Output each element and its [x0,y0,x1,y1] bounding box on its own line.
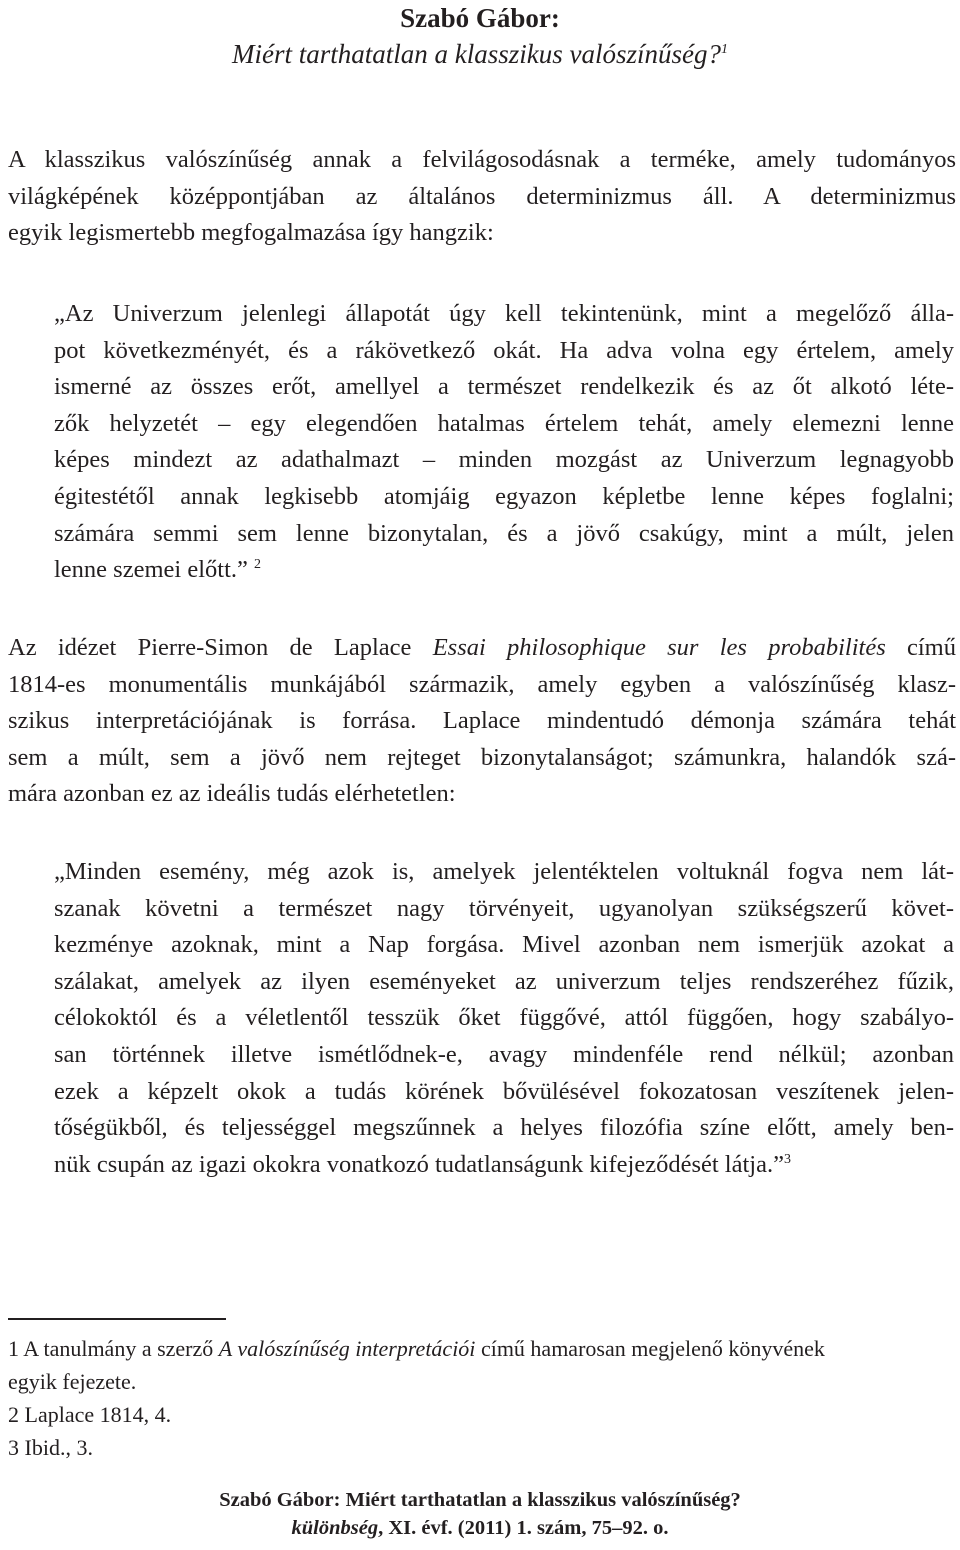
footnote-3: 3 Ibid., 3. [8,1435,93,1460]
quote-line: pot következményét, és a rákövetkező okát. Ha adva volna egy értelem, amely [54,336,954,364]
quote-line: zők helyzetét – egy elegendően hatalmas értelem tehát, amely elemezni lenne [54,409,954,437]
quote-line-text: lenne szemei előtt.” [54,556,248,584]
footnote-2: 2 Laplace 1814, 4. [8,1402,172,1427]
paragraph-line: sem a múlt, sem a jövő nem rejteget bizonytalanságot; számunkra, halandók szá- [8,743,956,771]
quote-line: kezménye azoknak, mint a Nap forgása. Mivel azonban nem ismerjük azokat a [54,931,954,959]
quote-line: tőségükből, és teljességgel megszűnnek a helyes filozófia színe előtt, amely ben- [54,1114,954,1142]
article-title [0,36,960,72]
title-block [0,0,960,72]
quote-line-text: nük csupán az igazi okokra vonatkozó tudatlanságunk kifejeződését látja.” [54,1150,784,1178]
block-quote-laplace-2 [54,854,954,1183]
citation-line-1: Szabó Gábor: Miért tarthatatlan a klasszikus valószínűség? [219,1489,741,1511]
citation-details: , XI. évf. (2011) 1. szám, 75–92. o. [378,1517,669,1539]
footnote-ref-2: 2 [254,557,261,572]
quote-line: számára semmi sem lenne bizonytalan, és a jövő csakúgy, mint a múlt, jelen [54,519,954,547]
paragraph-line: szikus interpretációjának is forrása. Laplace mindentudó démonja számára tehát [8,707,956,735]
paragraph-intro [8,142,956,252]
footnote-1 [8,1332,956,1365]
paragraph-line: A klasszikus valószínűség annak a felvilágosodásnak a terméke, amely tudományos [8,146,956,173]
footnote-separator [8,1318,226,1320]
quote-line: képes mindezt az adathalmazt – minden mozgást az Univerzum legnagyobb [54,446,954,474]
journal-name: különbség [291,1517,379,1539]
article-title-text: Miért tarthatatlan a klasszikus valószínűség? [232,39,721,69]
article-author: Szabó Gábor: [400,3,560,33]
quote-line: san történnek illetve ismétlődnek-e, avagy mindenféle rend nélkül; azonban [54,1040,954,1068]
quote-line: „Az Univerzum jelenlegi állapotát úgy kell tekintenünk, mint a megelőző álla- [54,300,954,327]
paragraph-laplace [8,630,956,813]
citation-footer [0,1486,960,1542]
paragraph-line: mára azonban ez az ideális tudás elérhetetlen: [8,780,456,808]
paragraph-line: világképének középpontjában az általános determinizmus áll. A determinizmus [8,182,956,210]
quote-line: ismerné az összes erőt, amellyel a természet rendelkezik és az őt alkotó léte- [54,373,954,401]
footnote-ref-3: 3 [783,1151,791,1167]
quote-line: szálakat, amelyek az ilyen eseményeket az univerzum teljes rendszeréhez fűzik, [54,967,954,995]
paragraph-text: Az idézet Pierre-Simon de Laplace [8,634,433,661]
citation-line-2 [0,1514,960,1542]
paragraph-line: 1814-es monumentális munkájából származik, amely egyben a valószínűség klasz- [8,670,956,698]
footnote-text: című hamarosan megjelenő könyvének [475,1336,825,1361]
footnote-book-title: A valószínűség interpretációi [218,1336,476,1361]
quote-line: szanak követni a természet nagy törvényeit, ugyanolyan szükségszerű követ- [54,894,954,922]
quote-line: célokoktól és a véletlentől tesszük őket függővé, attól függően, hogy szabályo- [54,1004,954,1032]
footnote-1-continued: egyik fejezete. [8,1369,137,1394]
block-quote-laplace-1 [54,296,954,589]
quote-line: égitestétől annak legkisebb atomjáig egyazon képletbe lenne képes foglalni; [54,482,954,510]
paragraph-line: egyik legismertebb megfogalmazása így hangzik: [8,219,494,247]
footnote-text: 1 A tanulmány a szerző [8,1336,219,1361]
paragraph-line-first [8,630,956,667]
quote-line: „Minden esemény, még azok is, amelyek jelentéktelen voltuknál fogva nem lát- [54,858,954,885]
footnotes [8,1332,956,1464]
quote-line: ezek a képzelt okok a tudás körének bővülésével fokozatosan veszítenek jelen- [54,1077,954,1105]
quote-line-last [54,1147,954,1184]
paragraph-text: című [885,634,956,661]
quote-line-last [54,552,954,589]
book-title: Essai philosophique sur les probabilités [432,634,886,661]
footnote-ref-1: 1 [721,42,728,57]
